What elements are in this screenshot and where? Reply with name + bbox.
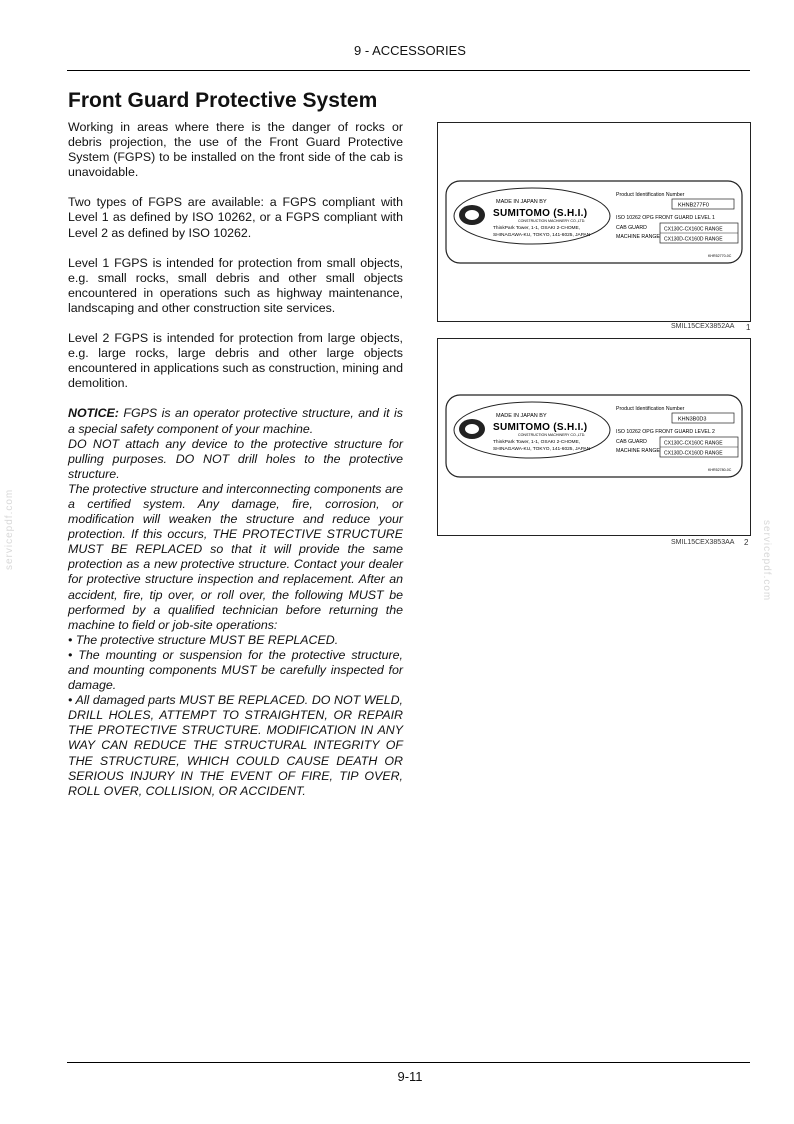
svg-text:ThinkPark Tower, 1-1, OSAKI 2-: ThinkPark Tower, 1-1, OSAKI 2-CHOME, bbox=[493, 440, 581, 445]
notice-bullet-damaged: • All damaged parts MUST BE REPLACED. DO NOT WELD, DRILL HOLES, ATTEMPT TO STRAIGHTEN, OR REPAIR THE PROTECTIVE STRUCTURE. MODIFICATION IN ANY WAY CAN REDUCE THE STRUCTURAL INTEGRITY OF THE STRUCTURE, WHICH COULD CAUSE DEATH OR SERIOUS INJURY IN THE EVENT OF FIRE, TIP OVER, ROLL OVER, COLLISION, OR ACCIDENT. bbox=[68, 693, 403, 798]
svg-text:SUMITOMO (S.H.I.): SUMITOMO (S.H.I.) bbox=[493, 422, 588, 433]
svg-text:CX130D-CX160D RANGE: CX130D-CX160D RANGE bbox=[664, 236, 723, 243]
svg-text:ThinkPark Tower, 1-1, OSAKI 2-: ThinkPark Tower, 1-1, OSAKI 2-CHOME, bbox=[493, 226, 581, 231]
notice-block bbox=[68, 406, 403, 798]
figure-level2-label bbox=[437, 338, 751, 536]
svg-text:MADE IN JAPAN BY: MADE IN JAPAN BY bbox=[496, 199, 547, 205]
svg-text:KHN3B0D3: KHN3B0D3 bbox=[678, 416, 707, 423]
running-header: 9 - ACCESSORIES bbox=[354, 43, 466, 58]
watermark-right: servicepdf.com bbox=[761, 520, 772, 602]
notice-bullet-replace: • The protective structure MUST BE REPLACED. bbox=[68, 632, 339, 647]
level2-label-plate bbox=[438, 339, 750, 535]
figure-1-number: 1 bbox=[746, 323, 751, 332]
svg-text:MADE IN JAPAN BY: MADE IN JAPAN BY bbox=[496, 413, 547, 419]
body-text bbox=[68, 120, 403, 799]
svg-text:MACHINE RANGE: MACHINE RANGE bbox=[616, 448, 660, 454]
svg-text:CX130C-CX160C RANGE: CX130C-CX160C RANGE bbox=[664, 226, 723, 233]
paragraph-intro: Working in areas where there is the danger of rocks or debris projection, the use of the Front Guard Protective System (FGPS) to be installed on the front side of the cab is unavoidable. bbox=[68, 120, 403, 180]
level1-label-plate bbox=[438, 123, 750, 321]
svg-text:SHINAGAWA-KU, TOKYO, 141-6025,: SHINAGAWA-KU, TOKYO, 141-6025, JAPAN bbox=[493, 233, 591, 238]
svg-text:ISO 10262 OPG FRONT GUARD LEVE: ISO 10262 OPG FRONT GUARD LEVEL 2 bbox=[616, 429, 715, 435]
svg-text:Product Identification Number: Product Identification Number bbox=[616, 192, 685, 198]
figure-1-caption: SMIL15CEX3852AA bbox=[671, 323, 735, 330]
figure-2-caption: SMIL15CEX3853AA bbox=[671, 539, 735, 546]
footer-rule bbox=[67, 1062, 750, 1063]
notice-line-drill: DO NOT attach any device to the protective structure for pulling purposes. DO NOT drill holes to the protective structure. bbox=[68, 436, 403, 481]
paragraph-level2: Level 2 FGPS is intended for protection from large objects, e.g. large rocks, large debris and other large objects encountered in applications such as construction, mining and demolition. bbox=[68, 331, 403, 391]
notice-label: NOTICE: bbox=[68, 406, 119, 421]
svg-text:CAB GUARD: CAB GUARD bbox=[616, 439, 647, 445]
svg-text:CX130D-CX160D RANGE: CX130D-CX160D RANGE bbox=[664, 450, 723, 457]
svg-text:KHNB277F0: KHNB277F0 bbox=[678, 202, 709, 209]
svg-text:SUMITOMO (S.H.I.): SUMITOMO (S.H.I.) bbox=[493, 208, 588, 219]
page-number: 9-11 bbox=[397, 1069, 423, 1084]
figure-2-number: 2 bbox=[744, 538, 749, 547]
paragraph-level1: Level 1 FGPS is intended for protection from small objects, e.g. small rocks, small debris and other small objects encountered in operations such as highway maintenance, landscaping and other construction site services. bbox=[68, 255, 403, 315]
svg-text:MACHINE RANGE: MACHINE RANGE bbox=[616, 234, 660, 240]
svg-text:SHINAGAWA-KU, TOKYO, 141-6025,: SHINAGAWA-KU, TOKYO, 141-6025, JAPAN bbox=[493, 447, 591, 452]
figure-level1-label bbox=[437, 122, 751, 322]
svg-text:CAB GUARD: CAB GUARD bbox=[616, 225, 647, 231]
svg-text:CX130C-CX160C RANGE: CX130C-CX160C RANGE bbox=[664, 440, 723, 447]
notice-intro-line bbox=[68, 406, 403, 436]
header-rule bbox=[67, 70, 750, 71]
svg-text:CONSTRUCTION MACHINERY CO.,LTD: CONSTRUCTION MACHINERY CO.,LTD. bbox=[518, 219, 586, 223]
paragraph-types: Two types of FGPS are available: a FGPS compliant with Level 1 as defined by ISO 10262, or a FGPS compliant with Level 2 as defined by ISO 10262. bbox=[68, 195, 403, 240]
svg-text:KHR52780-0C: KHR52780-0C bbox=[708, 468, 732, 472]
svg-text:KHR52770-0C: KHR52770-0C bbox=[708, 254, 732, 258]
svg-text:Product Identification Number: Product Identification Number bbox=[616, 406, 685, 412]
notice-intro: FGPS is an operator protective structure, and it is a special safety component of your machine. bbox=[68, 406, 403, 436]
svg-text:ISO 10262 OPG FRONT GUARD LEVE: ISO 10262 OPG FRONT GUARD LEVEL 1 bbox=[616, 215, 715, 221]
page-title: Front Guard Protective System bbox=[68, 89, 378, 112]
watermark-left: servicepdf.com bbox=[4, 488, 15, 570]
notice-line-certified: The protective structure and interconnecting components are a certified system. Any damage, fire, corrosion, or modification will weaken the structure and reduce your protection. If this occurs, THE PROTECTIVE STRUCTURE MUST BE REPLACED so that it will provide the same protection as a new protective structure. Contact your dealer for protective structure inspection and replacement. After an accident, fire, tip over, or roll over, the following MUST be performed by a qualified technician before returning the machine to field or job-site operations: bbox=[68, 481, 403, 632]
svg-text:CONSTRUCTION MACHINERY CO.,LTD: CONSTRUCTION MACHINERY CO.,LTD. bbox=[518, 433, 586, 437]
notice-bullet-inspect: • The mounting or suspension for the protective structure, and mounting components MUST be carefully inspected for damage. bbox=[68, 647, 403, 693]
